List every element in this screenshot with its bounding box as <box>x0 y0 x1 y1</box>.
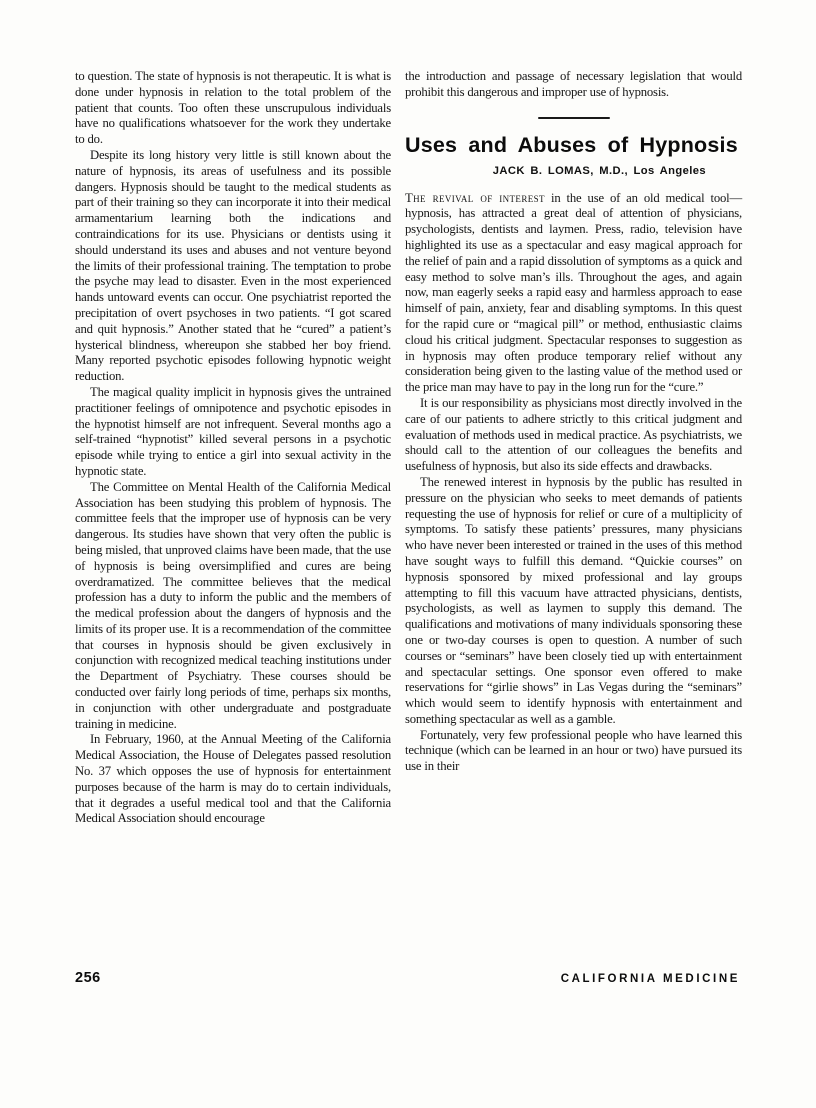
left-column <box>75 69 391 827</box>
opening-smallcaps-lead: The revival of interest <box>405 190 545 205</box>
body-paragraph: In February, 1960, at the Annual Meeting of the California Medical Association, the House of Delegates passed resolution No. 37 which opposes the use of hypnosis for entertainment purposes because of the harm is may do to certain individuals, that it degrades a useful medical tool and that the California Medical Association should encourage <box>75 732 391 826</box>
section-divider-rule <box>538 117 610 119</box>
body-paragraph: The renewed interest in hypnosis by the public has resulted in pressure on the physician who seeks to meet demands of patients requesting the use of hypnosis for relief or cure of a multiplicity of symptoms. To satisfy these patients’ pressures, many physicians who have never been interested or trained in the uses of this method have sought ways to fulfill this demand. “Quickie courses” on hypnosis sponsored by mixed professional and lay groups attempting to fill this vacuum have attracted physicians, dentists, psychologists, as well as laymen to supply this demand. The qualifications and motivations of many individuals sponsoring these one or two-day courses is open to question. A number of such courses or “seminars” have been closely tied up with entertainment and spectacular settings. One sponsor even offered to make reservations for “girlie shows” in Las Vegas during the “seminars” which would seem to identify hypnosis with entertainment and something spectacular as well as a gamble. <box>405 474 742 726</box>
body-paragraph: Despite its long history very little is still known about the nature of hypnosis, its areas of usefulness and its possible dangers. Hypnosis should be taught to the medical students as part of their training so they can incorporate it into their medical armamentarium learning both the indications and contraindications for its use. Physicians or dentists using it should understand its uses and abuses and not venture beyond the limits of their professional training. The temptation to probe the psyche may lead to disaster. Even in the most experienced hands untoward events can occur. One psychiatrist reported the precipitation of overt psychoses in two patients. “I got scared and quit hypnosis.” Another stated that he “cured” a patient’s hysterical blindness, whereupon she stabbed her boy friend. Many reported psychotic episodes following hypnotic weight reduction. <box>75 147 391 384</box>
body-paragraph: The Committee on Mental Health of the California Medical Association has been studying this problem of hypnosis. The committee feels that the improper use of hypnosis can be very dangerous. Its studies have shown that very often the public is being misled, that unproved claims have been made, that the use of hypnosis is being oversimplified and cures are being overdramatized. The committee believes that the medical profession has a duty to inform the public and the members of the medical profession about the dangers of hypnosis and the limits of its proper use. It is a recommendation of the committee that courses in hypnosis should be given exclusively in conjunction with recognized medical teaching institutions under the Department of Psychiatry. These courses should be conducted over fairly long periods of time, perhaps six months, in conjunction with other undergraduate and postgraduate training in medicine. <box>75 479 391 731</box>
page-number: 256 <box>75 970 101 986</box>
article-byline: JACK B. LOMAS, M.D., Los Angeles <box>492 164 706 177</box>
article-opening-paragraph <box>405 191 742 396</box>
body-paragraph: The magical quality implicit in hypnosis gives the untrained practitioner feelings of omnipotence and psychotic episodes in the hypnotist himself are not infrequent. Several months ago a self-trained “hypnotist” killed several persons in a psychotic episode while trying to entice a girl into sexual activity in the hypnotic state. <box>75 384 391 478</box>
body-paragraph: to question. The state of hypnosis is not therapeutic. It is what is done under hypnosis in relation to the total problem of the patient that counts. Too often these unscrupulous individuals have no qualifications whatsoever for the work they undertake to do. <box>75 69 391 147</box>
two-column-text-block <box>75 69 742 827</box>
body-paragraph: It is our responsibility as physicians most directly involved in the care of our patients to adhere strictly to this critical judgment and evaluation of methods used in medical practice. As psychiatrists, we should call to the attention of our colleagues the benefits and usefulness of hypnosis, but also its side effects and drawbacks. <box>405 395 742 474</box>
article-title: Uses and Abuses of Hypnosis <box>405 132 738 157</box>
page-footer <box>75 970 740 986</box>
opening-paragraph-rest: in the use of an old medical tool—hypnosis, has attracted a great deal of attention of physicians, psychologists, dentists and laymen. Press, radio, television have highlighted its use as a spectacular and easy magical approach for the relief of pain and a rapid dissolution of symptoms as a quick and easy method to solve man’s ills. Throughout the ages, and again now, man eagerly seeks a rapid easy and harmless approach to ease himself of pain, anxiety, fear and disabling symptoms. In this quest for the rapid cure or “magical pill” or method, enthusiastic claims cloud his critical judgment. Spectacular responses to suggestion as in hypnosis may often produce temporary relief without any consideration being given to the lasting value of the method used or the price man may have to pay in the long run for the “cure.” <box>405 190 743 395</box>
body-paragraph: the introduction and passage of necessary legislation that would prohibit this dangerous and improper use of hypnosis. <box>405 69 742 99</box>
journal-name: CALIFORNIA MEDICINE <box>560 973 740 985</box>
right-column <box>405 69 742 827</box>
body-paragraph: Fortunately, very few professional people who have learned this technique (which can be learned in an hour or two) have pursued its use in their <box>405 727 742 774</box>
